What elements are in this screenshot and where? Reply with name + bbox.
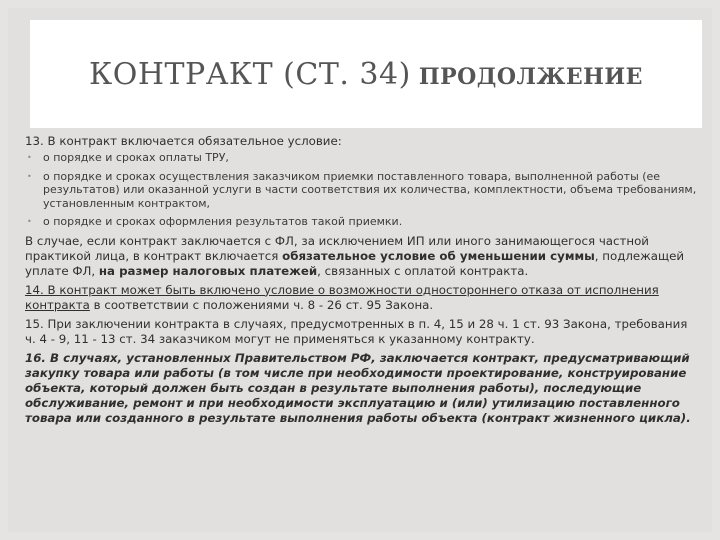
bullet-item [25, 170, 701, 211]
bullet-icon: • [27, 171, 32, 181]
item-13-bullet-list [25, 151, 701, 229]
slide [8, 8, 712, 532]
bullet-text: о порядке и сроках оплаты ТРУ, [43, 151, 229, 164]
title-main: КОНТРАКТ (СТ. 34) [89, 56, 411, 92]
individual-contract-paragraph [25, 234, 701, 279]
bullet-text: о порядке и сроках оформления результатов такой приемки. [43, 215, 403, 228]
fl-bold-2: на размер налоговых платежей [98, 263, 318, 278]
bullet-text: о порядке и сроках осуществления заказчиком приемки поставленного товара, выполненной работы (ее результатов) или оказанной услуги в части соответствия их количества, комплектности, объема требованиям, установленным контрактом, [43, 169, 697, 210]
item-14-paragraph [25, 283, 701, 313]
title-suffix: ПРОДОЛЖЕНИЕ [418, 63, 643, 90]
bullet-icon: • [27, 217, 32, 226]
item-15-paragraph: 15. При заключении контракта в случаях, предусмотренных в п. 4, 15 и 28 ч. 1 ст. 93 Закона, требования ч. 4 - 9, 11 - 13 ст. 34 заказчиком могут не применяться к указанному контракту. [25, 316, 688, 346]
item-14-rest: в соответствии с положениями ч. 8 - 26 ст. 95 Закона. [89, 297, 434, 312]
fl-text-2: , подлежащей уплате ФЛ, [25, 248, 685, 278]
content-body [25, 134, 701, 426]
bullet-item [25, 151, 701, 165]
fl-text-3: , связанных с оплатой контракта. [317, 263, 529, 278]
bullet-item [25, 215, 701, 229]
item-14-underlined: 14. В контракт может быть включено условие о возможности одностороннего отказа от исполнения контракта [25, 282, 659, 312]
title-box [30, 20, 702, 128]
bullet-icon: • [27, 153, 32, 162]
fl-bold-1: обязательное условие об уменьшении суммы [282, 248, 595, 263]
fl-text-1: В случае, если контракт заключается с ФЛ, за исключением ИП или иного занимающегося частной практикой лица, в контракт включается [25, 233, 649, 263]
slide-title [89, 57, 643, 92]
item-13-intro: 13. В контракт включается обязательное условие: [25, 134, 342, 148]
item-16-paragraph: 16. В случаях, установленных Правительством РФ, заключается контракт, предусматривающий закупку товара или работы (в том числе при необходимости проектирование, конструирование объекта, который должен быть создан в результате выполнения работы), последующие обслуживание, ремонт и при необходимости эксплуатацию и (или) утилизацию поставленного товара или созданного в результате выполнения работы объекта (контракт жизненного цикла). [25, 350, 691, 425]
